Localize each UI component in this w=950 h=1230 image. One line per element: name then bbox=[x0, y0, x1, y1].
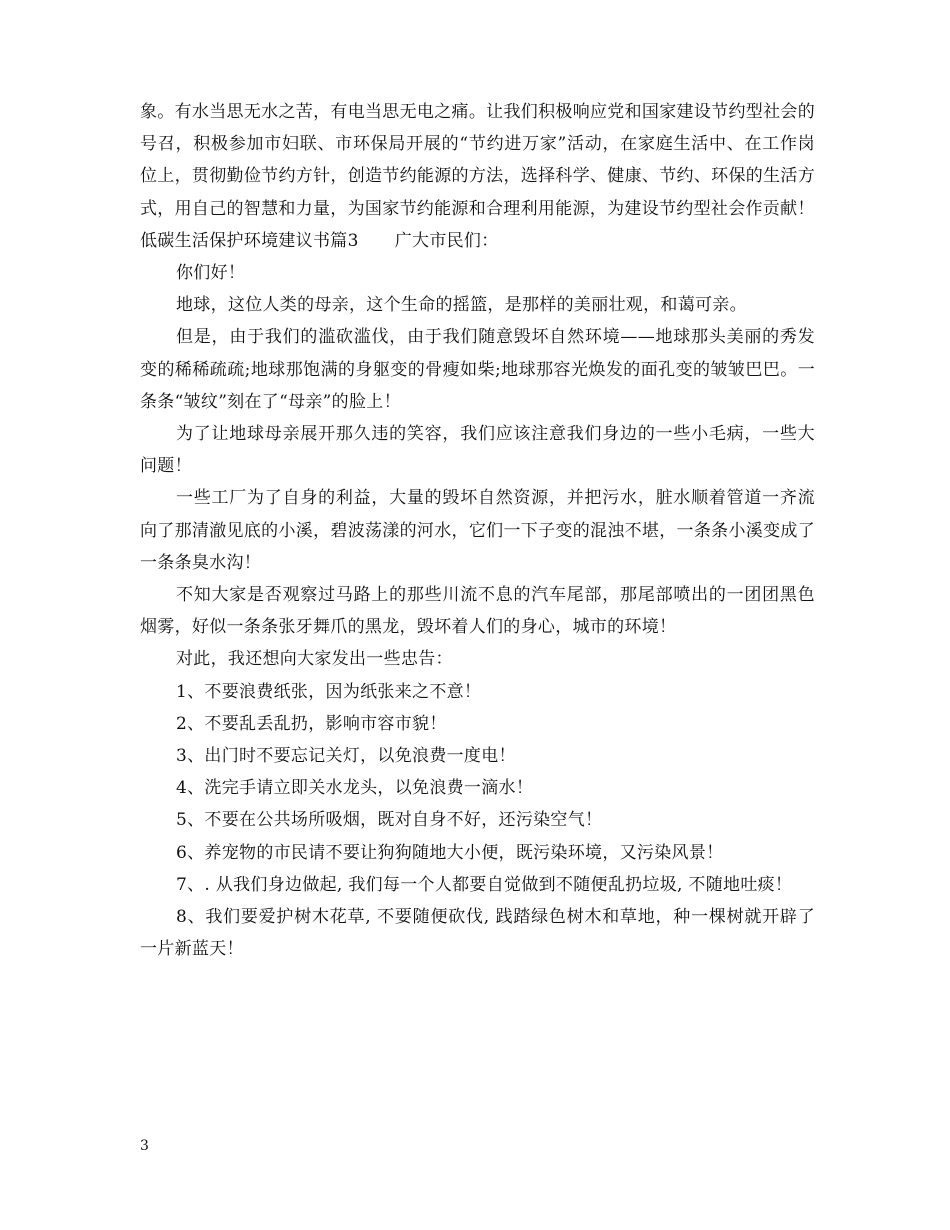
damage-paragraph: 但是，由于我们的滥砍滥伐，由于我们随意毁坏自然环境——地球那头美丽的秀发变的稀稀疏疏;地球那饱满的身躯变的骨瘦如柴;地球那容光焕发的面孔变的皱皱巴巴。一条条“皱纹”刻在了“母亲”的脸上！ bbox=[140, 327, 815, 412]
list-item: 7、. 从我们身边做起, 我们每一个人都要自觉做到不随便乱扔垃圾, 不随地吐痰！ bbox=[176, 874, 793, 895]
list-item: 6、养宠物的市民请不要让狗狗随地大小便，既污染环境，又污染风景！ bbox=[176, 842, 724, 863]
list-item: 4、洗完手请立即关水龙头，以免浪费一滴水！ bbox=[176, 778, 534, 799]
earth-paragraph: 地球，这位人类的母亲，这个生命的摇篮，是那样的美丽壮观，和蔼可亲。 bbox=[176, 295, 747, 316]
page-number: 3 bbox=[140, 1138, 149, 1154]
list-item: 2、不要乱丢乱扔，影响市容市貌！ bbox=[176, 713, 447, 734]
advice-intro: 对此，我还想向大家发出一些忠告： bbox=[176, 649, 453, 670]
list-item: 3、出门时不要忘记关灯，以免浪费一度电！ bbox=[176, 746, 516, 767]
salutation: 广大市民们： bbox=[394, 230, 499, 251]
smile-paragraph: 为了让地球母亲展开那久违的笑容，我们应该注意我们身边的一些小毛病，一些大问题！ bbox=[140, 424, 815, 477]
section-heading-line bbox=[140, 225, 815, 257]
factory-paragraph: 一些工厂为了自身的利益，大量的毁坏自然资源，并把污水，脏水顺着管道一齐流向了那清澈见底的小溪，碧波荡漾的河水，它们一下子变的混浊不堪，一条条小溪变成了一条条臭水沟！ bbox=[140, 488, 815, 573]
document-body bbox=[140, 96, 815, 965]
list-item: 5、不要在公共场所吸烟，既对自身不好，还污染空气！ bbox=[176, 810, 603, 831]
list-item: 8、我们要爱护树木花草, 不要随便砍伐, 践踏绿色树木和草地，种一棵树就开辟了一片新蓝天！ bbox=[140, 907, 815, 960]
exhaust-paragraph: 不知大家是否观察过马路上的那些川流不息的汽车尾部，那尾部喷出的一团团黑色烟雾，好似一条条张牙舞爪的黑龙，毁坏着人们的身心，城市的环境！ bbox=[140, 585, 815, 638]
section-heading: 低碳生活保护环境建议书篇3 bbox=[140, 230, 359, 251]
list-item: 1、不要浪费纸张，因为纸张来之不意！ bbox=[176, 681, 482, 702]
opening-paragraph: 象。有水当思无水之苦，有电当思无电之痛。让我们积极响应党和国家建设节约型社会的号召，积极参加市妇联、市环保局开展的“节约进万家”活动，在家庭生活中、在工作岗位上，贯彻勤俭节约方针，创造节约能源的方法，选择科学、健康、节约、环保的生活方式，用自己的智慧和力量，为国家节约能源和合理利用能源，为建设节约型社会作贡献！ bbox=[140, 102, 815, 219]
greeting-paragraph: 你们好！ bbox=[176, 263, 246, 284]
